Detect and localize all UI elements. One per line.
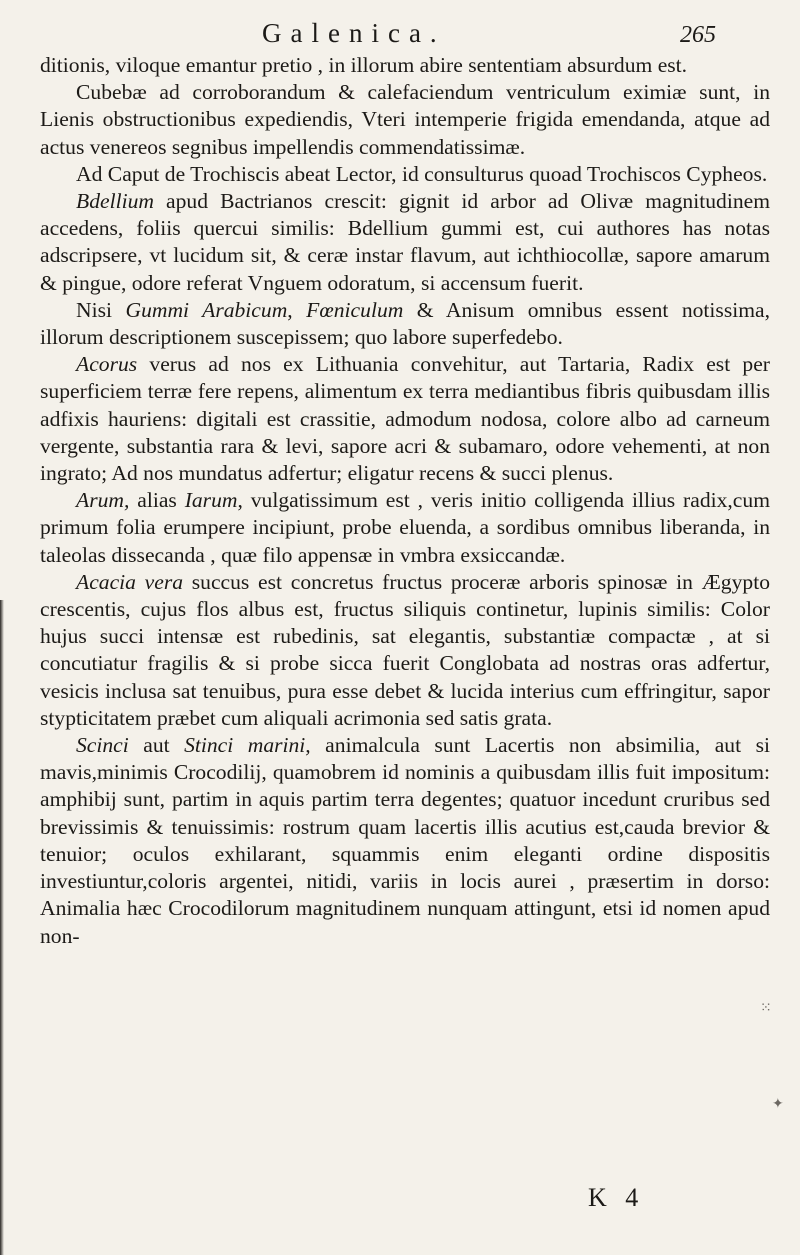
- paragraph: [40, 52, 770, 79]
- paragraph-text: Ad Caput de Trochiscis abeat Lector, id consulturus quoad Trochiscos Cypheos.: [76, 161, 768, 186]
- lemma: Iarum: [184, 488, 238, 513]
- paragraph-text: ditionis, viloque emantur pretio , in illorum abire sententiam absurdum est.: [40, 53, 688, 77]
- connector: ,: [287, 297, 307, 322]
- body-text: [40, 52, 770, 950]
- paragraph: [40, 732, 770, 950]
- page-header: [0, 18, 800, 56]
- paragraph: [40, 351, 770, 487]
- paragraph-text: animalcula sunt Lacertis non absimilia, aut si mavis,minimis Crocodilij, quamobrem id nominis a quibusdam illis fuit impositum: amphibij sunt, partim in aquis partim terra degentes; quatuor incedunt cruribus sed brevissimis & tenuissimis: rostrum quam lacertis illis acutius est,cauda brevior & tenuior; oculos exhilarant, squammis enim eleganti ordine dispositis investiuntur,coloris argentei, nitidi, variis in locis aurei , præsertim in dorso: Animalia hæc Crocodilorum magnitudinem nunquam attingunt, etsi id nomen apud non-: [40, 733, 770, 948]
- paragraph: [40, 188, 770, 297]
- paragraph-text: , vulgatissimum est , veris initio colligenda illius radix,cum primum folia erumpere incipiunt, probe eluenda, a sordibus omnibus liberanda, in taleolas dissecanda , quæ filo appensæ in vmbra exsiccandæ.: [40, 488, 770, 567]
- paragraph-prefix: Nisi: [76, 297, 126, 322]
- lemma: Arum,: [76, 488, 130, 513]
- signature-mark: K 4: [588, 1183, 645, 1212]
- lemma: Acorus: [76, 352, 138, 377]
- paragraph: [40, 297, 770, 351]
- paragraph-text: apud Bactrianos crescit: gignit id arbor ad Olivæ magnitudinem accedens, foliis quercui similis: Bdellium gummi est, cui authores has notas adscripsere, vt lucidum sit, & ceræ instar flavum, aut ichthiocollæ, sapore amarum & pingue, odore referat Vnguem odoratum, si accensum fuerit.: [40, 189, 770, 295]
- lemma: Scinci: [76, 733, 129, 758]
- paragraph: [40, 569, 770, 732]
- lemma: Acacia vera: [76, 569, 184, 594]
- paragraph-text: verus ad nos ex Lithuania convehitur, aut Tartaria, Radix est per superficiem terræ fere repens, alimentum ex terra mediantibus fibris quibusdam illis adfixis hauriens: digitali est crassitie, admodum nodosa, colore albo ad carneum vergente, substantia rara & levi, sapore acri & subamaro, odore vehementi, at non ingrato; Ad nos mundatus adfertur; eligatur recens & succi plenus.: [40, 352, 770, 486]
- connector: aut: [128, 733, 185, 758]
- paragraph: [40, 79, 770, 161]
- page-edge-shadow: [0, 600, 4, 1255]
- running-head: Galenica.: [262, 18, 446, 48]
- paragraph: [40, 161, 770, 188]
- paragraph: [40, 487, 770, 569]
- page-number: 265: [680, 22, 716, 48]
- paragraph-text: & Anisum omnibus essent notissima, illorum descriptionem suscepissem; quo labore superfedebo.: [40, 297, 771, 350]
- lemma: Fœniculum: [306, 297, 404, 322]
- lemma: Bdellium: [76, 189, 154, 214]
- paragraph-text: Cubebæ ad corroborandum & calefaciendum ventriculum eximiæ sunt, in Lienis obstructionibus expediendis, Vteri intemperie frigida emendanda, atque ad actus venereos segnibus impellendis commendatissimæ.: [40, 80, 770, 159]
- paragraph-text: succus est concretus fructus proceræ arboris spinosæ in Ægypto crescentis, cujus flos albus est, fructus siliquis continetur, lupinis similis: Color hujus succi intensæ est rubedinis, sat elegantis, substantiæ compactæ , at si concutiatur fragilis & si probe sicca fuerit Conglobata ad nostras oras adfertur, vesicis inclusa sat tenuibus, pura esse debet & lucida interius cum effringitur, sapor stypticitatem præbet cum aliquali acrimonia sed satis grata.: [40, 569, 770, 730]
- margin-stain-mark: ⁙: [760, 1001, 772, 1016]
- lemma: Stinci marini,: [184, 733, 311, 758]
- lemma: Gummi Arabicum: [125, 297, 288, 322]
- connector: alias: [129, 488, 185, 513]
- margin-stain-mark: ✦: [772, 1097, 784, 1112]
